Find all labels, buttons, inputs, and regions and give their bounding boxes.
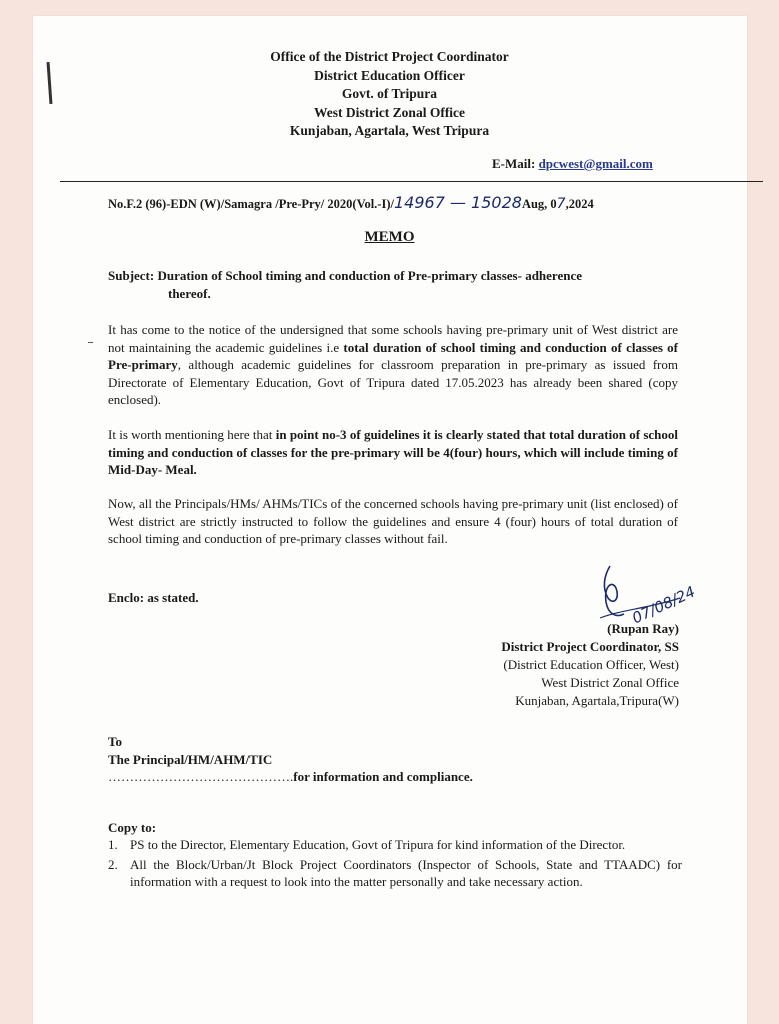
list-item-number: 2. xyxy=(108,856,118,872)
enclosure-note: Enclo: as stated. xyxy=(108,590,199,605)
list-item-text: All the Block/Urban/Jt Block Project Coordinators (Inspector of Schools, State and TTAADC) for information with a request to look into the matter personally and take necessary action. xyxy=(130,856,682,889)
list-item-number: 1. xyxy=(108,837,118,852)
list-item xyxy=(108,856,682,891)
header-line-4: West District Zonal Office xyxy=(313,104,466,120)
to-purpose: for information and compliance. xyxy=(293,769,473,784)
email-label: E-Mail: xyxy=(492,156,536,171)
office-header xyxy=(0,48,779,141)
margin-dash xyxy=(88,342,93,343)
signatory-line-3: West District Zonal Office xyxy=(541,675,679,690)
subject-line-2: thereof. xyxy=(168,285,211,301)
paragraph-1 xyxy=(108,321,678,409)
signatory-designation: District Project Coordinator, SS xyxy=(501,639,679,654)
copy-to-list xyxy=(108,836,682,893)
date-suffix: ,2024 xyxy=(565,197,594,211)
to-label: To xyxy=(108,734,122,749)
para2-bold: in point no-3 of guidelines it is clearly stated that total duration of school timing and conduction of classes for the pre-primary will be 4(four) hours, which will include timing of Mid-Day- Meal. xyxy=(108,427,678,477)
list-item-text: PS to the Director, Elementary Education, Govt of Tripura for kind information of the Director. xyxy=(130,837,626,852)
header-line-1: Office of the District Project Coordinator xyxy=(270,49,509,64)
list-item xyxy=(108,836,682,854)
to-recipient: The Principal/HM/AHM/TIC xyxy=(108,751,273,767)
reference-number xyxy=(108,193,594,212)
para1-bold: total duration of school timing and conduction of classes of Pre-primary xyxy=(108,339,678,372)
paragraph-2 xyxy=(108,426,678,479)
date-prefix: Aug, 0 xyxy=(521,197,557,211)
email-link[interactable]: dpcwest@gmail.com xyxy=(538,156,653,171)
email-line xyxy=(492,156,653,172)
para2-text: It is worth mentioning here that xyxy=(108,427,276,442)
signatory-line-2: (District Education Officer, West) xyxy=(503,657,679,672)
header-line-3: Govt. of Tripura xyxy=(341,86,438,101)
header-divider xyxy=(60,181,763,182)
subject-line-1: Subject: Duration of School timing and conduction of Pre-primary classes- adherence xyxy=(108,268,582,283)
header-line-2: District Education Officer xyxy=(314,67,465,83)
header-line-5: Kunjaban, Agartala, West Tripura xyxy=(289,123,490,138)
para1-text-2: , although academic guidelines for classroom preparation in pre-primary as issued from Directorate of Elementary Education, Govt of Tripura dated 17.05.2023 has already been shared (copy enclosed). xyxy=(108,357,678,407)
paragraph-3: Now, all the Principals/HMs/ AHMs/TICs of the concerned schools having pre-primary unit (list enclosed) of West district are strictly instructed to follow the guidelines and ensure 4 (four) hours of total duration of school timing and conduction of pre-primary classes without fail. xyxy=(108,496,678,546)
to-purpose-line xyxy=(108,768,473,786)
signatory-line-4: Kunjaban, Agartala,Tripura(W) xyxy=(515,693,679,708)
para1-text-1: It has come to the notice of the undersigned that some schools having pre-primary unit of West district are not maintaining the academic guidelines i.e xyxy=(108,322,678,355)
handwritten-signature xyxy=(590,558,710,628)
handwritten-range: 14967 — 15028 xyxy=(393,193,522,212)
to-block xyxy=(108,733,473,786)
reference-text: No.F.2 (96)-EDN (W)/Samagra /Pre-Pry/ 2020(Vol.-I)/ xyxy=(108,197,394,211)
signatory-name: (Rupan Ray) xyxy=(607,621,679,636)
memo-title: MEMO xyxy=(364,229,415,245)
signature-date: 07/08/24 xyxy=(629,582,699,628)
copy-to-label: Copy to: xyxy=(108,820,157,835)
to-dots: ……………………………………. xyxy=(108,769,294,784)
handwritten-day: 7 xyxy=(556,196,566,212)
signature-block xyxy=(501,620,679,710)
subject xyxy=(108,267,678,302)
